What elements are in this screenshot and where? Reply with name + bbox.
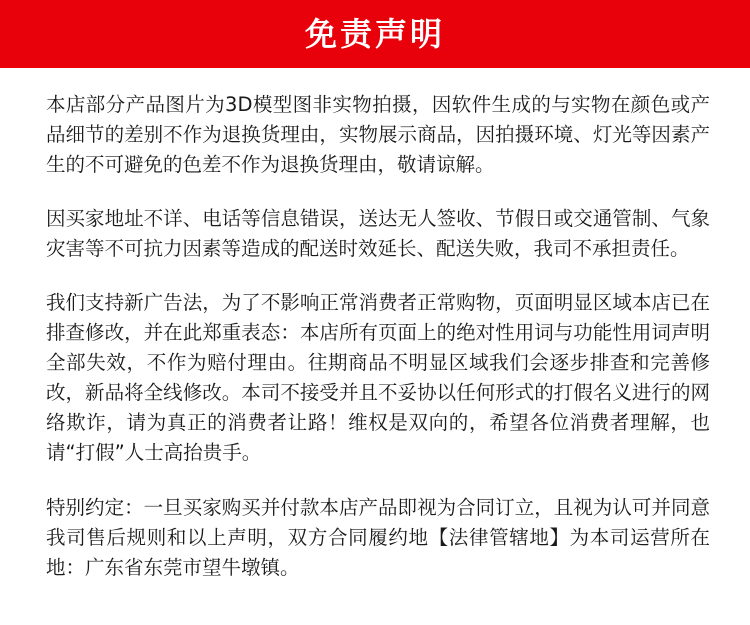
page-title: 免责声明	[304, 15, 445, 53]
header-banner	[0, 0, 750, 68]
disclaimer-paragraph-advertising-law: 我们支持新广告法，为了不影响正常消费者正常购物，页面明显区域本店已在排查修改，并在此郑重表态：本店所有页面上的绝对性用词与功能性用词声明全部失效，不作为赔付理由。往期商品不明显区域我们会逐步排查和完善修改，新品将全线修改。本司不接受并且不妥协以任何形式的打假名义进行的网络欺诈，请为真正的消费者让路！维权是双向的，希望各位消费者理解，也请“打假”人士高抬贵手。	[46, 291, 710, 464]
disclaimer-paragraph-product-images: 本店部分产品图片为3D模型图非实物拍摄，因软件生成的与实物在颜色或产品细节的差别不作为退换货理由，实物展示商品，因拍摄环境、灯光等因素产生的不可避免的色差不作为退换货理由，敬请谅解。	[46, 93, 710, 176]
disclaimer-paragraph-delivery: 因买家地址不详、电话等信息错误，送达无人签收、节假日或交通管制、气象灾害等不可抗力因素等造成的配送时效延长、配送失败，我司不承担责任。	[46, 207, 710, 260]
disclaimer-paragraph-special-agreement: 特别约定：一旦买家购买并付款本店产品即视为合同订立，且视为认可并同意我司售后规则和以上声明，双方合同履约地【法律管辖地】为本司运营所在地：广东省东莞市望牛墩镇。	[46, 496, 710, 579]
disclaimer-body	[46, 90, 710, 583]
